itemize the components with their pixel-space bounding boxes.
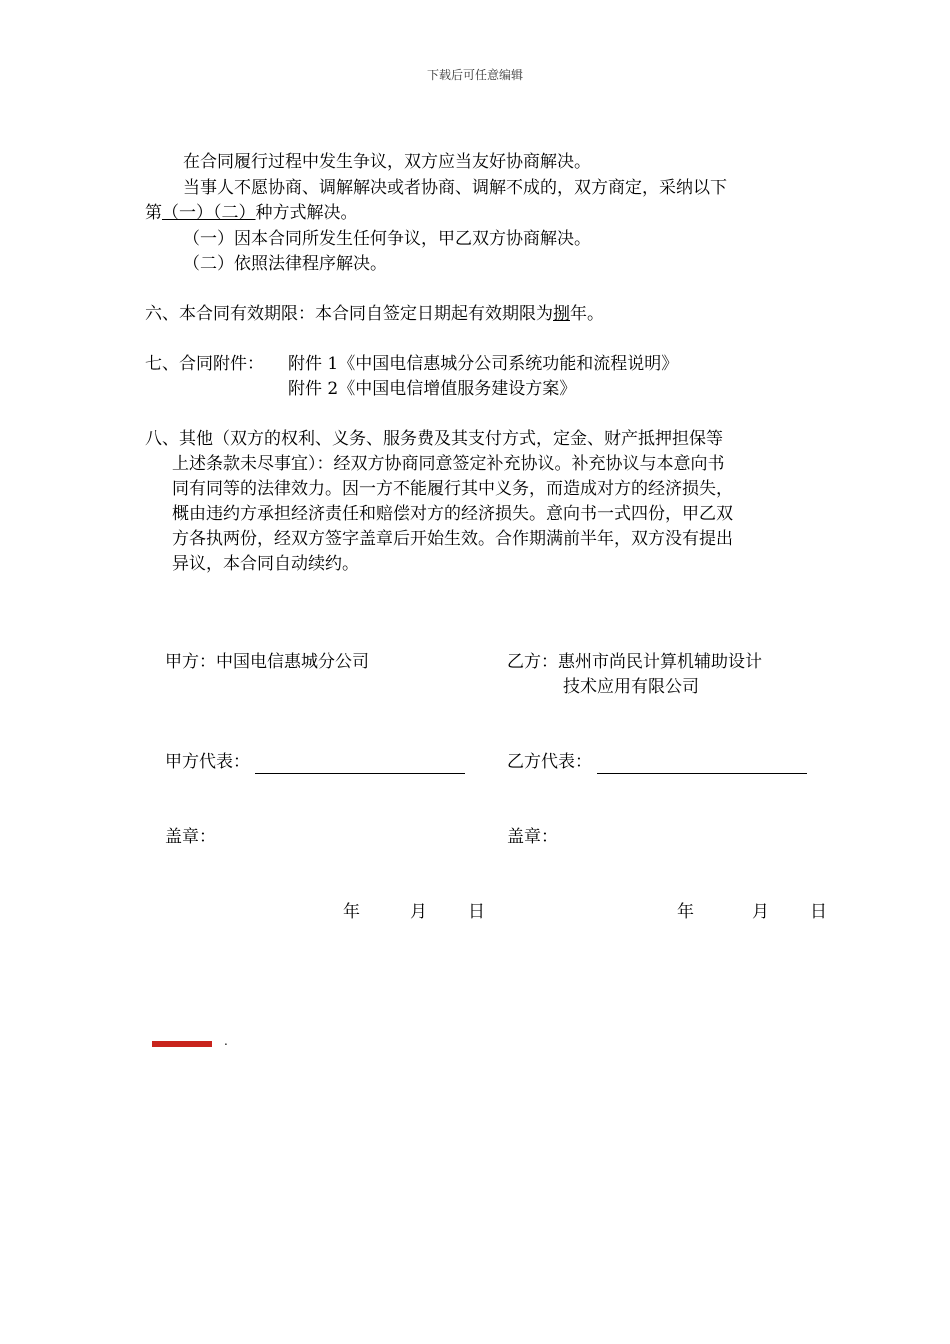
party-b-seal-label: 盖章：	[507, 827, 558, 847]
party-b-date-day: 日	[810, 902, 827, 922]
header-note: 下载后可任意编辑	[426, 68, 523, 82]
party-b-representative	[507, 750, 807, 774]
party-a-representative	[165, 750, 465, 774]
section8-line: 异议，本合同自动续约。	[172, 554, 359, 574]
section7-attachment1: 附件 1《中国电信惠城分公司系统功能和流程说明》	[288, 354, 679, 374]
section5-option2: （二）依照法律程序解决。	[183, 254, 387, 274]
section8-line: 方各执两份，经双方签字盖章后开始生效。合作期满前半年，双方没有提出	[172, 529, 733, 549]
section8-line: 八、其他（双方的权利、义务、服务费及其支付方式，定金、财产抵押担保等	[145, 429, 723, 449]
party-b-signature-line	[597, 755, 807, 774]
party-b-label-line2: 技术应用有限公司	[563, 677, 699, 697]
section6-pre: 六、本合同有效期限：本合同自签定日期起有效期限为	[145, 304, 553, 324]
party-a-rep-label: 甲方代表：	[165, 752, 250, 772]
party-b-label-line1: 乙方：惠州市尚民计算机辅助设计	[507, 652, 762, 672]
section5-option1: （一）因本合同所发生任何争议，甲乙双方协商解决。	[183, 229, 591, 249]
footer-dot: .	[224, 1034, 228, 1048]
party-a-label: 甲方：中国电信惠城分公司	[165, 652, 369, 672]
section5-paragraph1: 在合同履行过程中发生争议，双方应当友好协商解决。	[183, 152, 591, 172]
section8-line: 概由违约方承担经济责任和赔偿对方的经济损失。意向书一式四份，甲乙双	[172, 504, 733, 524]
section6-term	[145, 302, 604, 326]
section5-paragraph3	[145, 201, 358, 225]
section5-p3-pre: 第	[145, 203, 162, 223]
section8-line: 同有同等的法律效力。因一方不能履行其中义务，而造成对方的经济损失，	[172, 479, 733, 499]
section5-p3-post: 种方式解决。	[255, 203, 358, 223]
section7-label: 七、合同附件：	[145, 354, 264, 374]
party-b-date-year: 年	[677, 902, 694, 922]
party-a-date-year: 年	[343, 902, 360, 922]
party-a-date-day: 日	[468, 902, 485, 922]
party-a-signature-line	[255, 755, 465, 774]
section8-line: 上述条款未尽事宜）：经双方协商同意签定补充协议。补充协议与本意向书	[172, 454, 725, 474]
footer-red-bar	[152, 1041, 212, 1047]
section5-p3-choice: （一）（二）	[162, 203, 256, 223]
section7-attachment2: 附件 2《中国电信增值服务建设方案》	[288, 379, 577, 399]
section5-paragraph2: 当事人不愿协商、调解解决或者协商、调解不成的，双方商定，采纳以下	[183, 178, 727, 198]
section6-years: 捌	[553, 304, 570, 324]
party-b-date-month: 月	[752, 902, 769, 922]
section6-post: 年。	[570, 304, 604, 324]
party-b-rep-label: 乙方代表：	[507, 752, 592, 772]
party-a-seal-label: 盖章：	[165, 827, 216, 847]
party-a-date-month: 月	[410, 902, 427, 922]
